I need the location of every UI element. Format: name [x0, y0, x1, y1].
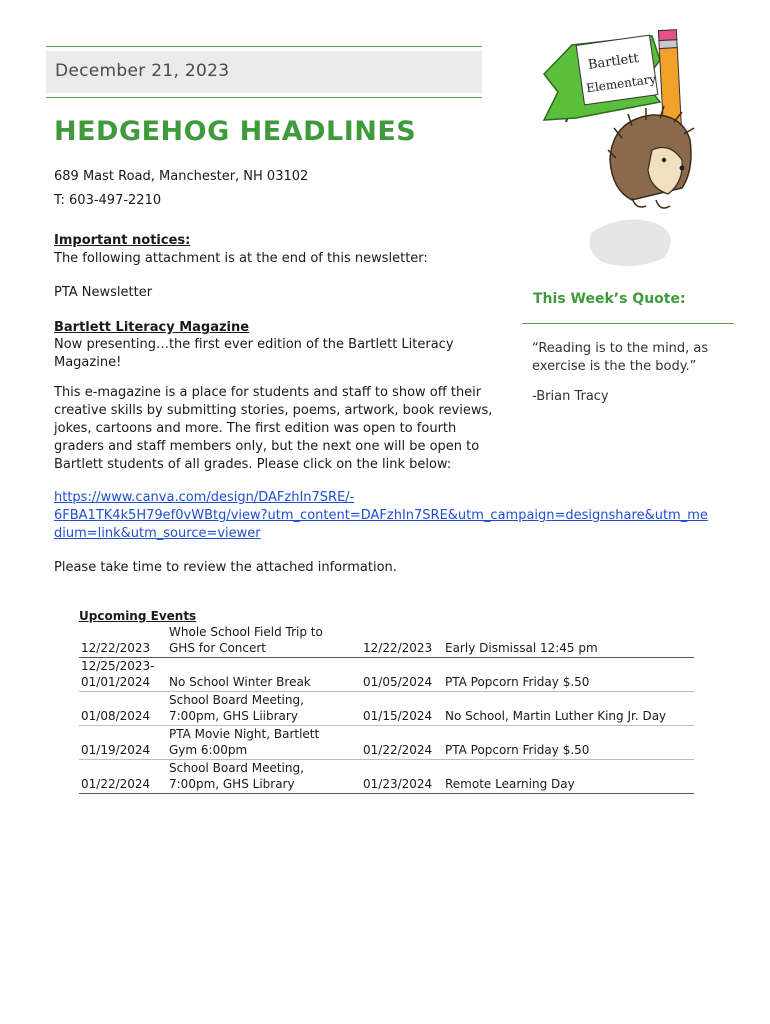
event-date: 01/15/2024: [361, 692, 443, 726]
event-name: No School Winter Break: [167, 658, 361, 692]
event-name: Early Dismissal 12:45 pm: [443, 624, 694, 658]
event-name-line: PTA Movie Night, Bartlett: [169, 727, 320, 741]
notices-intro: The following attachment is at the end of this newsletter:: [54, 251, 428, 266]
description-line: Bartlett students of all grades. Please click on the link below:: [54, 457, 452, 472]
event-name: [167, 760, 361, 794]
magazine-announcement: [54, 336, 454, 372]
school-logo: [532, 10, 752, 280]
event-date: 01/08/2024: [79, 692, 167, 726]
event-name-line: GHS for Concert: [169, 641, 267, 655]
event-name-line: 7:00pm, GHS Liibrary: [169, 709, 298, 723]
event-name-line: School Board Meeting,: [169, 761, 304, 775]
link-line[interactable]: dium=link&utm_source=viewer: [54, 526, 261, 541]
description-line: graders and staff members only, but the next one will be open to: [54, 439, 480, 454]
announcement-line: Magazine!: [54, 355, 122, 370]
table-row: [79, 726, 694, 760]
review-note: Please take time to review the attached information.: [54, 560, 397, 575]
event-date-line: 12/25/2023-: [81, 659, 155, 673]
quote-text: “Reading is to the mind, as exercise is the the body.”: [532, 341, 709, 374]
event-date: 01/22/2024: [361, 726, 443, 760]
event-date: 01/22/2024: [79, 760, 167, 794]
flag-text-line1: Bartlett: [587, 50, 640, 73]
event-name: [167, 692, 361, 726]
event-name: [167, 624, 361, 658]
event-date: 01/19/2024: [79, 726, 167, 760]
magazine-link[interactable]: [54, 489, 724, 543]
events-table: [79, 624, 694, 794]
event-date: 12/22/2023: [79, 624, 167, 658]
event-date: 01/23/2024: [361, 760, 443, 794]
event-name-line: 7:00pm, GHS Library: [169, 777, 295, 791]
quote-divider: [522, 323, 734, 324]
event-date: 01/05/2024: [361, 658, 443, 692]
date-banner: [46, 46, 482, 98]
school-phone: T: 603-497-2210: [54, 193, 162, 208]
table-row: [79, 760, 694, 794]
event-name: PTA Popcorn Friday $.50: [443, 658, 694, 692]
description-line: This e-magazine is a place for students and staff to show off their: [54, 385, 482, 400]
event-name: Remote Learning Day: [443, 760, 694, 794]
newsletter-title: HEDGEHOG HEADLINES: [54, 116, 417, 147]
event-name-line: Gym 6:00pm: [169, 743, 248, 757]
logo-reflection: [590, 220, 671, 267]
magazine-description: [54, 384, 492, 474]
magazine-heading: Bartlett Literacy Magazine: [54, 320, 250, 335]
table-row: [79, 624, 694, 658]
quote-author: -Brian Tracy: [532, 389, 609, 404]
event-name: No School, Martin Luther King Jr. Day: [443, 692, 694, 726]
table-row: [79, 692, 694, 726]
description-line: jokes, cartoons and more. The first edition was open to fourth: [54, 421, 457, 436]
events-heading: Upcoming Events: [79, 609, 197, 623]
notices-heading: Important notices:: [54, 233, 191, 248]
table-row: [79, 658, 694, 692]
event-date: [79, 658, 167, 692]
event-name-line: Whole School Field Trip to: [169, 625, 323, 639]
quote-heading: This Week’s Quote:: [533, 291, 686, 307]
event-date: 12/22/2023: [361, 624, 443, 658]
school-address: 689 Mast Road, Manchester, NH 03102: [54, 169, 309, 184]
description-line: creative skills by submitting stories, poems, artwork, book reviews,: [54, 403, 493, 418]
flag-text-line2: Elementary: [585, 71, 657, 96]
link-line[interactable]: 6FBA1TK4k5H79ef0vWBtg/view?utm_content=DAFzhIn7SRE&utm_campaign=designshare&utm_me: [54, 508, 708, 523]
issue-date: December 21, 2023: [55, 61, 230, 81]
event-name-line: School Board Meeting,: [169, 693, 304, 707]
attachment-name: PTA Newsletter: [54, 285, 153, 300]
announcement-line: Now presenting…the first ever edition of the Bartlett Literacy: [54, 337, 454, 352]
event-date-line: 01/01/2024: [81, 675, 151, 689]
event-name: [167, 726, 361, 760]
link-line[interactable]: https://www.canva.com/design/DAFzhIn7SRE/-: [54, 490, 355, 505]
event-name: PTA Popcorn Friday $.50: [443, 726, 694, 760]
